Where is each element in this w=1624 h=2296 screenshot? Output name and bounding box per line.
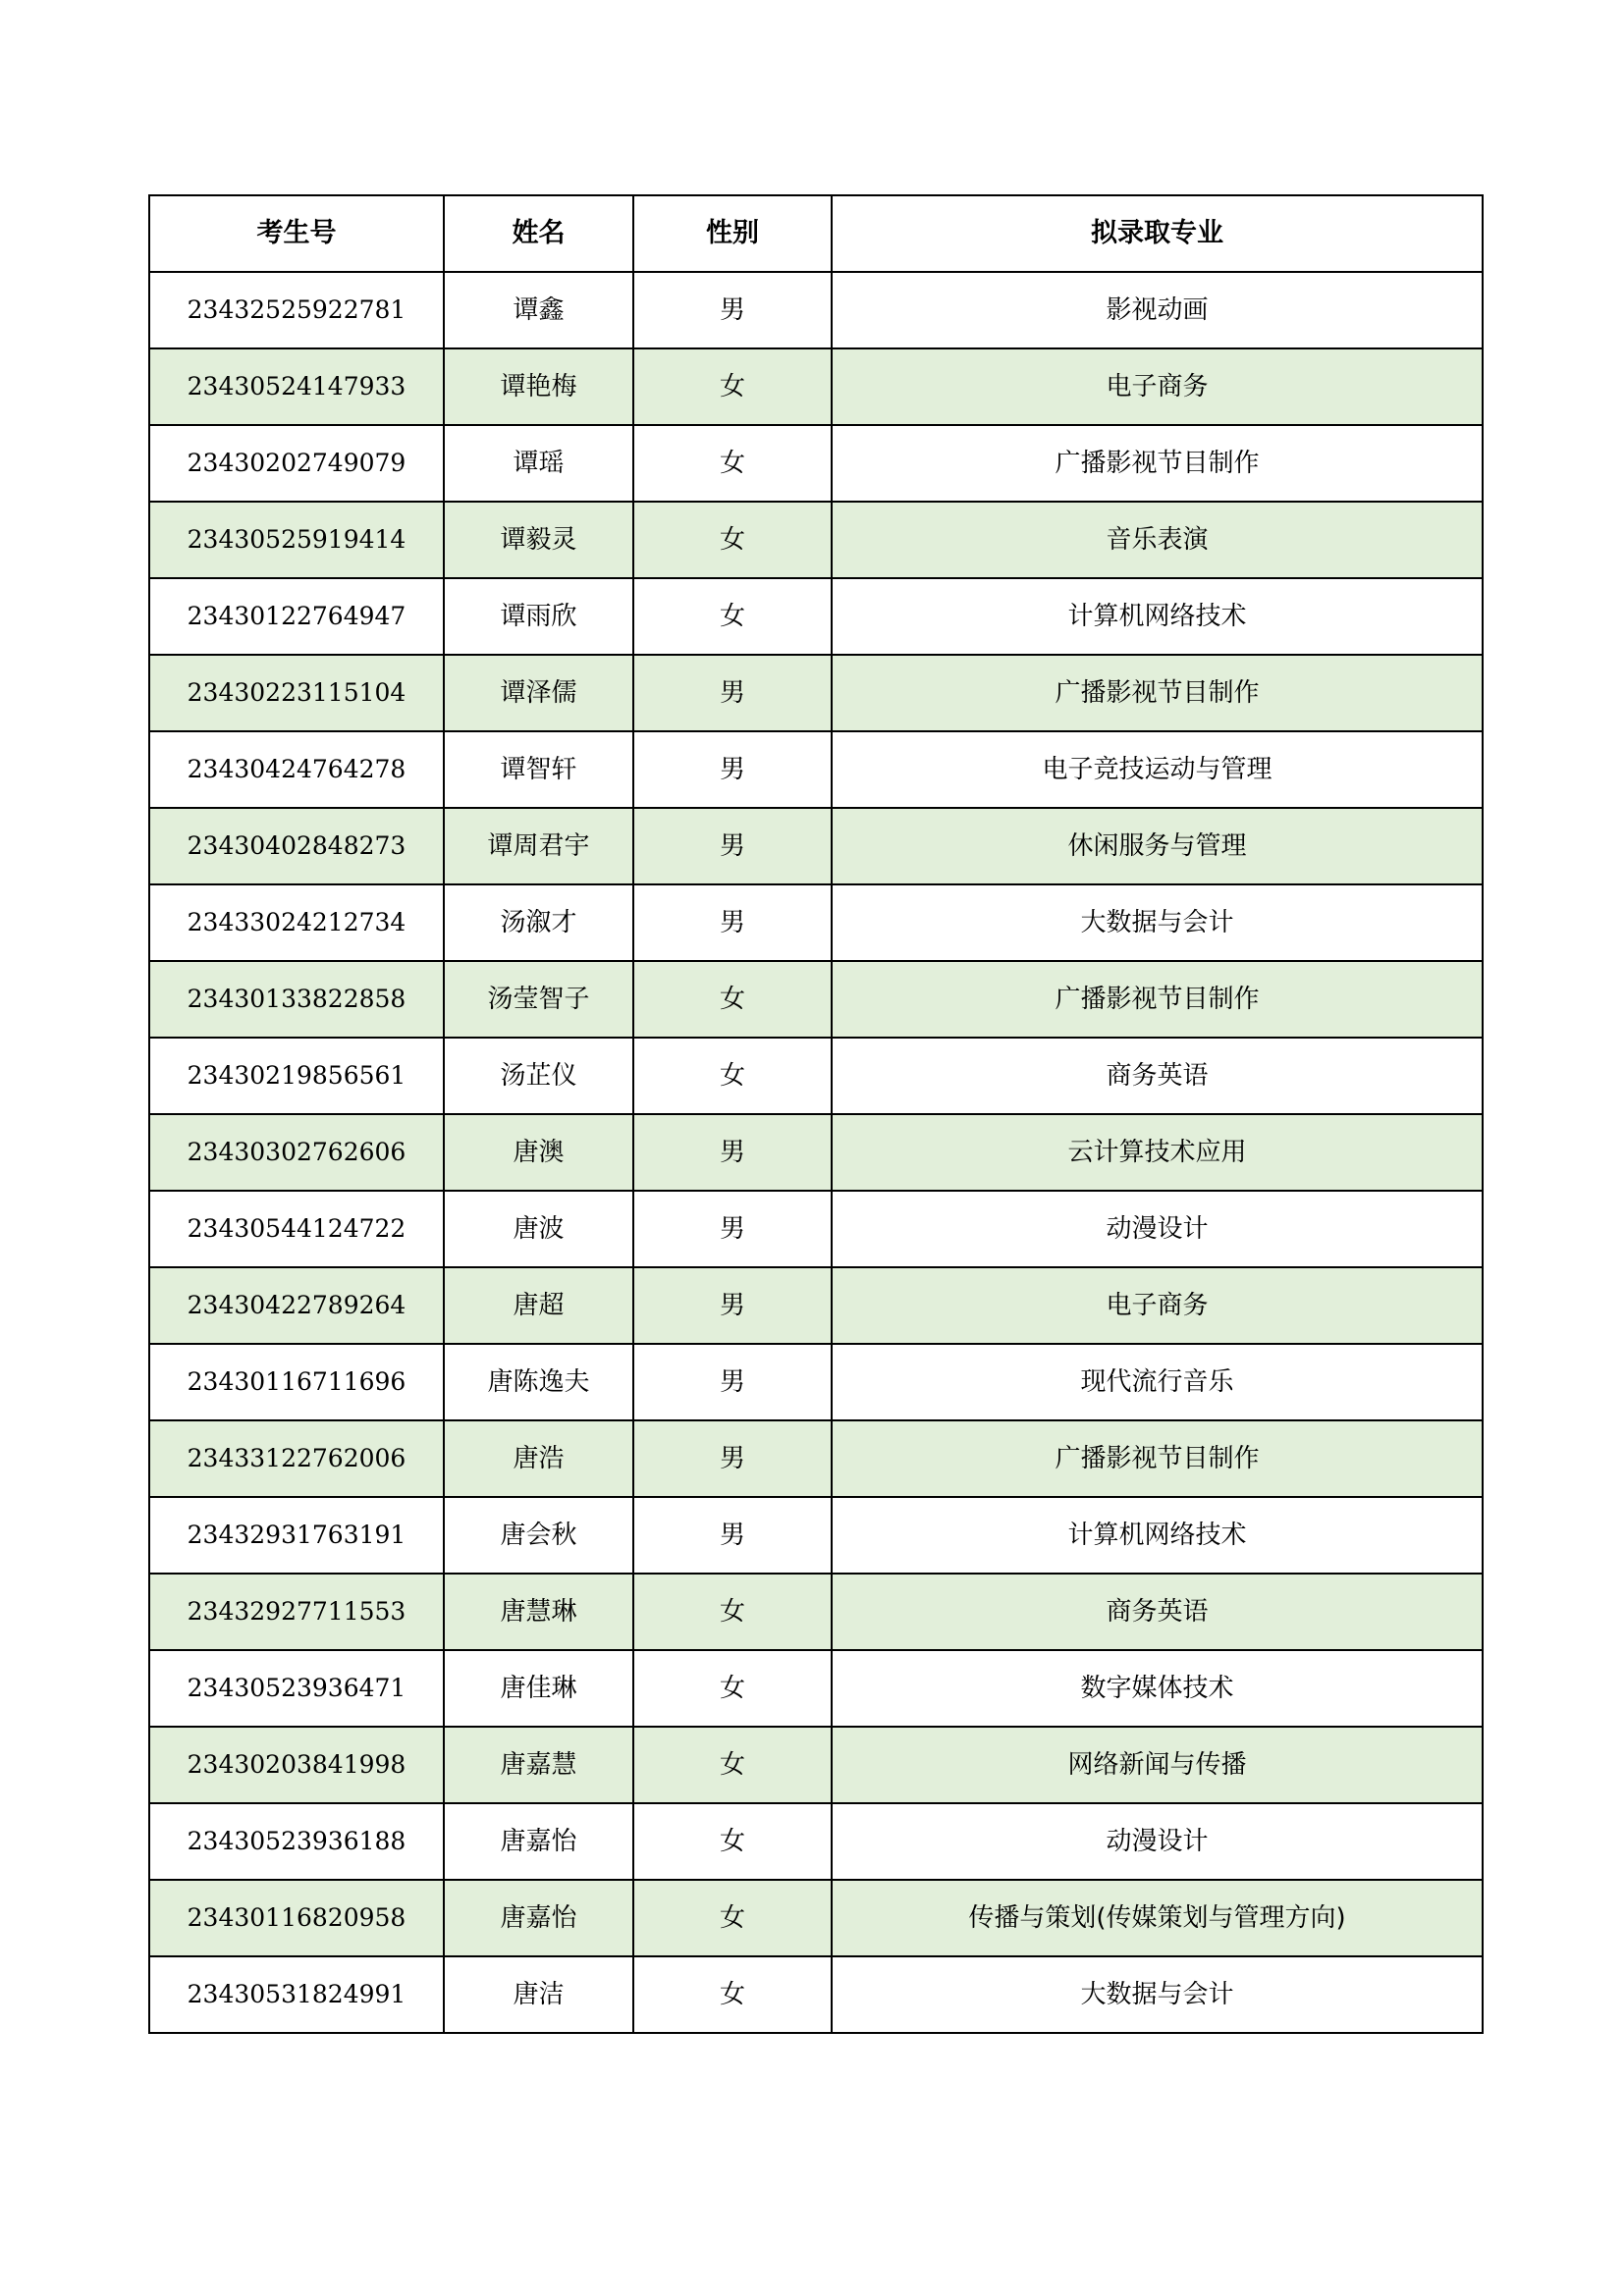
- table-row: [149, 502, 1483, 578]
- cell-exam-number: 23430544124722: [149, 1191, 444, 1267]
- cell-exam-number: 23430402848273: [149, 808, 444, 884]
- cell-exam-number: 23430523936188: [149, 1803, 444, 1880]
- cell-name: 唐嘉怡: [444, 1880, 633, 1956]
- table-row: [149, 1880, 1483, 1956]
- table-row: [149, 731, 1483, 808]
- header-name: 姓名: [444, 195, 633, 272]
- cell-major: 数字媒体技术: [832, 1650, 1483, 1727]
- table-row: [149, 655, 1483, 731]
- cell-exam-number: 23430524147933: [149, 348, 444, 425]
- cell-name: 唐嘉慧: [444, 1727, 633, 1803]
- cell-major: 广播影视节目制作: [832, 1420, 1483, 1497]
- table-row: [149, 272, 1483, 348]
- cell-gender: 女: [633, 1574, 832, 1650]
- cell-major: 商务英语: [832, 1574, 1483, 1650]
- cell-name: 唐佳琳: [444, 1650, 633, 1727]
- cell-name: 唐超: [444, 1267, 633, 1344]
- cell-major: 商务英语: [832, 1038, 1483, 1114]
- cell-gender: 男: [633, 1420, 832, 1497]
- cell-name: 谭毅灵: [444, 502, 633, 578]
- cell-gender: 女: [633, 425, 832, 502]
- cell-name: 唐波: [444, 1191, 633, 1267]
- cell-name: 谭瑶: [444, 425, 633, 502]
- cell-major: 传播与策划(传媒策划与管理方向): [832, 1880, 1483, 1956]
- cell-exam-number: 23433122762006: [149, 1420, 444, 1497]
- cell-exam-number: 23430116820958: [149, 1880, 444, 1956]
- cell-gender: 男: [633, 272, 832, 348]
- cell-gender: 女: [633, 348, 832, 425]
- cell-gender: 男: [633, 655, 832, 731]
- cell-name: 唐慧琳: [444, 1574, 633, 1650]
- cell-exam-number: 23432927711553: [149, 1574, 444, 1650]
- cell-gender: 男: [633, 1114, 832, 1191]
- cell-gender: 男: [633, 1267, 832, 1344]
- cell-gender: 女: [633, 1956, 832, 2033]
- cell-major: 大数据与会计: [832, 1956, 1483, 2033]
- table-row: [149, 1650, 1483, 1727]
- cell-name: 汤莹智子: [444, 961, 633, 1038]
- table-row: [149, 1420, 1483, 1497]
- cell-major: 广播影视节目制作: [832, 655, 1483, 731]
- cell-name: 谭周君宇: [444, 808, 633, 884]
- cell-exam-number: 23432525922781: [149, 272, 444, 348]
- cell-major: 动漫设计: [832, 1803, 1483, 1880]
- cell-major: 现代流行音乐: [832, 1344, 1483, 1420]
- table-row: [149, 1038, 1483, 1114]
- table-row: [149, 1956, 1483, 2033]
- cell-name: 唐会秋: [444, 1497, 633, 1574]
- cell-major: 大数据与会计: [832, 884, 1483, 961]
- cell-name: 唐澳: [444, 1114, 633, 1191]
- cell-name: 谭鑫: [444, 272, 633, 348]
- cell-exam-number: 23430202749079: [149, 425, 444, 502]
- table-row: [149, 1191, 1483, 1267]
- header-major: 拟录取专业: [832, 195, 1483, 272]
- cell-exam-number: 23430523936471: [149, 1650, 444, 1727]
- cell-name: 唐陈逸夫: [444, 1344, 633, 1420]
- table-row: [149, 1267, 1483, 1344]
- table-row: [149, 884, 1483, 961]
- table-row: [149, 1574, 1483, 1650]
- cell-exam-number: 23430203841998: [149, 1727, 444, 1803]
- header-row: [149, 195, 1483, 272]
- header-gender: 性别: [633, 195, 832, 272]
- cell-exam-number: 23433024212734: [149, 884, 444, 961]
- cell-name: 唐嘉怡: [444, 1803, 633, 1880]
- table-row: [149, 1497, 1483, 1574]
- cell-major: 广播影视节目制作: [832, 425, 1483, 502]
- cell-gender: 女: [633, 1650, 832, 1727]
- cell-gender: 男: [633, 1497, 832, 1574]
- cell-major: 休闲服务与管理: [832, 808, 1483, 884]
- cell-gender: 男: [633, 808, 832, 884]
- cell-exam-number: 23430302762606: [149, 1114, 444, 1191]
- cell-gender: 女: [633, 578, 832, 655]
- cell-gender: 女: [633, 1803, 832, 1880]
- cell-name: 谭智轩: [444, 731, 633, 808]
- cell-gender: 男: [633, 1191, 832, 1267]
- table-row: [149, 1803, 1483, 1880]
- cell-exam-number: 23430424764278: [149, 731, 444, 808]
- cell-major: 音乐表演: [832, 502, 1483, 578]
- cell-gender: 男: [633, 731, 832, 808]
- cell-gender: 女: [633, 1880, 832, 1956]
- cell-exam-number: 23430122764947: [149, 578, 444, 655]
- cell-major: 电子商务: [832, 1267, 1483, 1344]
- table-row: [149, 961, 1483, 1038]
- table-row: [149, 578, 1483, 655]
- cell-gender: 男: [633, 884, 832, 961]
- table-row: [149, 348, 1483, 425]
- table-row: [149, 1344, 1483, 1420]
- cell-major: 动漫设计: [832, 1191, 1483, 1267]
- cell-exam-number: 23430422789264: [149, 1267, 444, 1344]
- cell-gender: 女: [633, 961, 832, 1038]
- header-exam-number: 考生号: [149, 195, 444, 272]
- cell-exam-number: 23430531824991: [149, 1956, 444, 2033]
- cell-name: 汤溆才: [444, 884, 633, 961]
- cell-exam-number: 23430223115104: [149, 655, 444, 731]
- admission-table: [148, 194, 1484, 2034]
- cell-major: 影视动画: [832, 272, 1483, 348]
- cell-major: 电子商务: [832, 348, 1483, 425]
- table-row: [149, 425, 1483, 502]
- cell-gender: 女: [633, 1038, 832, 1114]
- cell-name: 谭泽儒: [444, 655, 633, 731]
- table-row: [149, 1114, 1483, 1191]
- cell-major: 广播影视节目制作: [832, 961, 1483, 1038]
- cell-major: 计算机网络技术: [832, 578, 1483, 655]
- cell-exam-number: 23430133822858: [149, 961, 444, 1038]
- cell-name: 唐浩: [444, 1420, 633, 1497]
- cell-name: 唐洁: [444, 1956, 633, 2033]
- cell-major: 计算机网络技术: [832, 1497, 1483, 1574]
- cell-exam-number: 23430525919414: [149, 502, 444, 578]
- cell-major: 云计算技术应用: [832, 1114, 1483, 1191]
- table-body: [149, 272, 1483, 2033]
- cell-gender: 女: [633, 502, 832, 578]
- cell-exam-number: 23430116711696: [149, 1344, 444, 1420]
- cell-name: 汤芷仪: [444, 1038, 633, 1114]
- cell-major: 网络新闻与传播: [832, 1727, 1483, 1803]
- cell-exam-number: 23430219856561: [149, 1038, 444, 1114]
- cell-exam-number: 23432931763191: [149, 1497, 444, 1574]
- cell-major: 电子竞技运动与管理: [832, 731, 1483, 808]
- cell-name: 谭艳梅: [444, 348, 633, 425]
- table-row: [149, 808, 1483, 884]
- cell-gender: 女: [633, 1727, 832, 1803]
- cell-name: 谭雨欣: [444, 578, 633, 655]
- table-row: [149, 1727, 1483, 1803]
- cell-gender: 男: [633, 1344, 832, 1420]
